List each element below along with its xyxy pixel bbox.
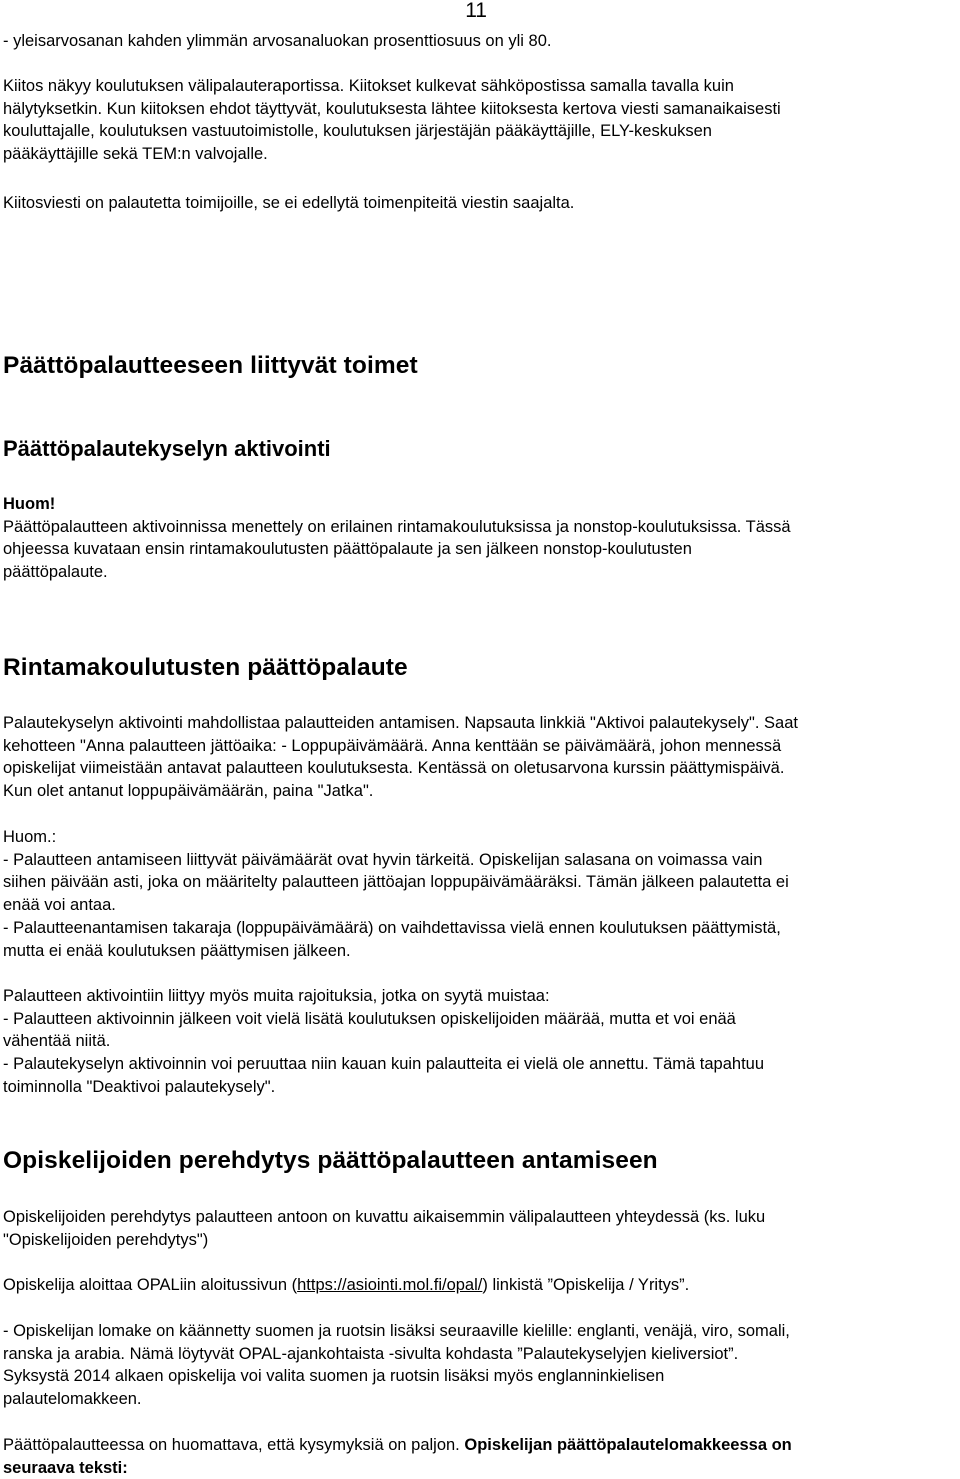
languages-paragraph bbox=[3, 1320, 953, 1411]
section-heading-rintama: Rintamakoulutusten päättöpalaute bbox=[3, 654, 408, 681]
activation-paragraph bbox=[3, 712, 953, 803]
kiitos-paragraph: Kiitosviesti on palautetta toimijoille, se ei edellytä toimenpiteitä viestin saajalta. bbox=[3, 194, 575, 212]
questions-paragraph bbox=[3, 1434, 953, 1479]
text-segment: ) linkistä ”Opiskelija / Yritys”. bbox=[482, 1276, 690, 1294]
restrictions-paragraph bbox=[3, 985, 953, 1099]
text-line: ohjeessa kuvataan ensin rintamakoulutusten päättöpalaute ja sen jälkeen nonstop-koulutusten bbox=[3, 540, 692, 559]
text-line: ranska ja arabia. Nämä löytyvät OPAL-ajankohtaista -sivulta kohdasta ”Palautekyselyjen kieliversiot”. bbox=[3, 1344, 739, 1363]
text-line: - Opiskelijan lomake on käännetty suomen ja ruotsin lisäksi seuraaville kielille: englanti, venäjä, viro, somali, bbox=[3, 1322, 790, 1340]
text-line: Palautteen aktivointiin liittyy myös muita rajoituksia, jotka on syytä muistaa: bbox=[3, 987, 550, 1005]
text-line: Palautekyselyn aktivointi mahdollistaa palautteiden antamisen. Napsauta linkkiä "Aktivoi palautekysely". Saat bbox=[3, 714, 798, 732]
text-segment: Päättöpalautteessa on huomattava, että kysymyksiä on paljon. bbox=[3, 1436, 465, 1454]
text-line: - Palautteen antamiseen liittyvät päivämäärät ovat hyvin tärkeitä. Opiskelijan salasana on voimassa vain bbox=[3, 850, 763, 869]
opal-start-paragraph bbox=[3, 1274, 953, 1297]
bold-text-segment: seuraava teksti: bbox=[3, 1458, 128, 1477]
text-line: opiskelijat viimeistään antavat palautteen koulutuksesta. Kentässä on oletusarvona kurssin päättymispäivä. bbox=[3, 759, 785, 778]
bold-text-segment: Opiskelijan päättöpalautelomakkeessa on bbox=[464, 1436, 792, 1454]
text-line: "Opiskelijoiden perehdytys") bbox=[3, 1230, 209, 1249]
text-line: Kiitos näkyy koulutuksen välipalauteraportissa. Kiitokset kulkevat sähköpostissa samalla tavalla kuin bbox=[3, 77, 734, 95]
text-line: Kun olet antanut loppupäivämäärän, paina "Jatka". bbox=[3, 782, 374, 801]
text-line: päättöpalaute. bbox=[3, 563, 108, 582]
text-line: - Palautteen aktivoinnin jälkeen voit vielä lisätä koulutuksen opiskelijoiden määrää, mutta et voi enää bbox=[3, 1009, 736, 1028]
text-line: kehotteen "Anna palautteen jättöaika: - Loppupäivämäärä. Anna kenttään se päivämäärä, johon mennessä bbox=[3, 736, 782, 755]
opal-link[interactable]: https://asiointi.mol.fi/opal/ bbox=[297, 1276, 483, 1294]
section-heading-perehdytys: Opiskelijoiden perehdytys päättöpalautteen antamiseen bbox=[3, 1147, 658, 1174]
text-line: Päättöpalautteen aktivoinnissa menettely on erilainen rintamakoulutuksissa ja nonstop-koulutuksissa. Tässä bbox=[3, 517, 791, 536]
text-line: Opiskelijoiden perehdytys palautteen antoon on kuvattu aikaisemmin välipalautteen yhteydessä (ks. luku bbox=[3, 1208, 766, 1226]
intro-paragraph bbox=[3, 75, 953, 166]
text-line: pääkäyttäjille sekä TEM:n valvojalle. bbox=[3, 145, 268, 164]
text-line: toiminnolla "Deaktivoi palautekysely". bbox=[3, 1077, 276, 1096]
page-number: 11 bbox=[465, 0, 487, 22]
perehdytys-paragraph bbox=[3, 1206, 953, 1251]
text-line: kouluttajalle, koulutuksen vastuutoimistolle, koulutuksen järjestäjän pääkäyttäjille, ELY-keskuksen bbox=[3, 122, 712, 141]
note-label: Huom! bbox=[3, 495, 56, 513]
text-line: mutta ei enää koulutuksen päättymisen jälkeen. bbox=[3, 941, 351, 960]
section-heading-main: Päättöpalautteeseen liittyvät toimet bbox=[3, 352, 418, 379]
text-line: hälytyksetkin. Kun kiitoksen ehdot täyttyvät, koulutuksesta lähtee kiitoksesta kertova viesti samanaikaisesti bbox=[3, 99, 781, 118]
text-line: Syksystä 2014 alkaen opiskelija voi valita suomen ja ruotsin lisäksi myös englanninkielisen bbox=[3, 1367, 665, 1386]
dates-note-paragraph bbox=[3, 826, 953, 962]
bullet-line: - yleisarvosanan kahden ylimmän arvosanaluokan prosenttiosuus on yli 80. bbox=[3, 32, 552, 50]
text-line: - Palautteenantamisen takaraja (loppupäivämäärä) on vaihdettavissa vielä ennen koulutuksen päättymistä, bbox=[3, 918, 781, 937]
text-line: - Palautekyselyn aktivoinnin voi peruuttaa niin kauan kuin palautteita ei vielä ole annettu. Tämä tapahtuu bbox=[3, 1055, 765, 1074]
text-line: vähentää niitä. bbox=[3, 1032, 111, 1051]
note-paragraph bbox=[3, 493, 953, 584]
text-line: palautelomakkeen. bbox=[3, 1390, 142, 1409]
subheading-activation: Päättöpalautekyselyn aktivointi bbox=[3, 436, 331, 461]
text-line: enää voi antaa. bbox=[3, 896, 116, 915]
text-line: siihen päivään asti, joka on määritelty palautteen jättöajan loppupäivämääräksi. Tämän jälkeen palautetta ei bbox=[3, 873, 789, 892]
note-label: Huom.: bbox=[3, 828, 57, 846]
text-segment: Opiskelija aloittaa OPALiin aloitussivun ( bbox=[3, 1276, 298, 1294]
